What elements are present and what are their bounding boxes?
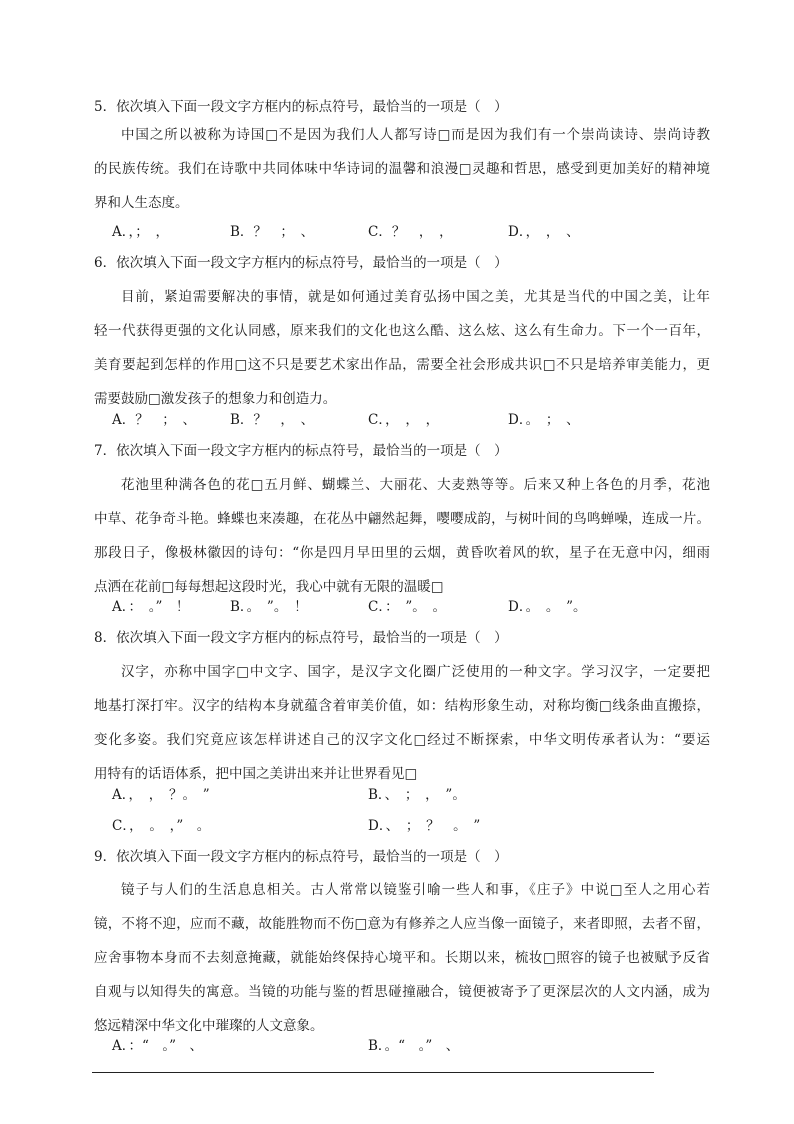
option-d[interactable]: D．， ， 、 — [508, 224, 580, 240]
passage-line: 的民族传统。我们在诗歌中共同体味中华诗词的温馨和浪漫□灵趣和哲思，感受到更加美好的精神境 — [94, 161, 710, 177]
option-b[interactable]: B．、 ； ， ”。 — [368, 787, 466, 803]
option-a[interactable]: A．，； ， — [112, 224, 169, 240]
passage-line: 轻一代获得更强的文化认同感，原来我们的文化也这么酷、这么炫、这么有生命力。下一个一百年， — [94, 323, 710, 339]
passage-line: 界和人生态度。 — [94, 195, 189, 211]
question-7-stem: 7．依次填入下面一段文字方框内的标点符号，最恰当的一项是（ ） — [94, 443, 508, 459]
question-8-passage — [94, 655, 710, 791]
option-c[interactable]: C．？ ， ， — [368, 224, 453, 240]
page-bottom-rule — [92, 1072, 654, 1073]
question-5-passage — [94, 118, 710, 220]
passage-line: 花池里种满各色的花□五月鲜、蝴蝶兰、大丽花、大麦熟等等。后来又种上各色的月季，花池 — [121, 477, 710, 493]
option-b[interactable]: B．。 ”。 ！ — [230, 599, 308, 615]
passage-line: 美育要起到怎样的作用□这不只是要艺术家出作品，需要全社会形成共识□不只是培养审美能力，更 — [94, 357, 710, 373]
option-b[interactable]: B．？ ， 、 — [230, 412, 315, 428]
passage-line: 中国之所以被称为诗国□不是因为我们人人都写诗□而是因为我们有一个崇尚读诗、崇尚诗教 — [121, 127, 710, 143]
passage-line: 需要鼓励□激发孩子的想象力和创造力。 — [94, 391, 337, 407]
option-c[interactable]: C．， ， ， — [368, 412, 440, 428]
passage-line: 中草、花争奇斗艳。蜂蝶也来凑趣，在花丛中翩然起舞，嘤嘤成韵，与树叶间的鸟鸣蝉噪，连成一片。 — [94, 511, 710, 527]
question-8-stem: 8．依次填入下面一段文字方框内的标点符号，最恰当的一项是（ ） — [94, 630, 508, 646]
question-7-passage — [94, 468, 710, 604]
question-9-stem: 9．依次填入下面一段文字方框内的标点符号，最恰当的一项是（ ） — [94, 849, 508, 865]
question-5-stem: 5．依次填入下面一段文字方框内的标点符号，最恰当的一项是（ ） — [94, 99, 508, 115]
passage-line: 目前，紧迫需要解决的事情，就是如何通过美育弘扬中国之美，尤其是当代的中国之美，让年 — [121, 289, 710, 305]
passage-line: 应舍事物本身而不去刻意掩藏，就能始终保持心境平和。长期以来，梳妆□照容的镜子也被赋予反省 — [94, 950, 710, 966]
passage-line: 用特有的话语体系，把中国之美讲出来并让世界看见□ — [94, 766, 418, 782]
passage-line: 那段日子，像极林徽因的诗句：“你是四月早田里的云烟，黄昏吹着风的软，星子在无意中闪，细雨 — [94, 545, 710, 561]
option-c[interactable]: C．， 。 ，” 。 — [112, 818, 211, 834]
question-9-passage — [94, 873, 710, 1043]
option-d[interactable]: D．。 ； 、 — [508, 412, 580, 428]
passage-line: 镜，不将不迎，应而不藏，故能胜物而不伤□意为有修养之人应当像一面镜子，来者即照，去者不留， — [94, 916, 710, 932]
passage-line: 自观与以知得失的寓意。当镜的功能与鉴的哲思碰撞融合，镜便被寄予了更深层次的人文内涵，成为 — [94, 984, 710, 1000]
question-6-passage — [94, 280, 710, 416]
passage-line: 镜子与人们的生活息息相关。古人常常以镜鉴引喻一些人和事，《庄子》中说□至人之用心若 — [121, 882, 710, 898]
option-a[interactable]: A．， ， ？。 ” — [112, 787, 210, 803]
option-b[interactable]: B．？ ； 、 — [230, 224, 315, 240]
option-a[interactable]: A．？ ； 、 — [112, 412, 196, 428]
option-c[interactable]: C．： ”。 。 — [368, 599, 446, 615]
passage-line: 地基打深打牢。汉字的结构本身就蕴含着审美价值，如：结构形象生动，对称均衡□线条曲直搬捺， — [94, 698, 710, 714]
passage-line: 悠远精深中华文化中璀璨的人文意象。 — [94, 1018, 324, 1034]
option-a[interactable]: A．：“ 。” 、 — [112, 1038, 204, 1054]
option-b[interactable]: B．。“ 。” 、 — [368, 1038, 460, 1054]
passage-line: 变化多姿。我们究竟应该怎样讲述自己的汉字文化□经过不断探索，中华文明传承者认为：“要运 — [94, 732, 710, 748]
option-a[interactable]: A．： 。” ！ — [112, 599, 190, 615]
passage-line: 点洒在花前□每每想起这段时光，我心中就有无限的温暖□ — [94, 579, 444, 595]
question-6-stem: 6．依次填入下面一段文字方框内的标点符号，最恰当的一项是（ ） — [94, 255, 508, 271]
option-d[interactable]: D．、 ； ？ 。 ” — [368, 818, 481, 834]
option-d[interactable]: D．。 。 ”。 — [508, 599, 587, 615]
passage-line: 汉字，亦称中国字□中文字、国字，是汉字文化圈广泛使用的一种文字。学习汉字，一定要把 — [121, 664, 710, 680]
